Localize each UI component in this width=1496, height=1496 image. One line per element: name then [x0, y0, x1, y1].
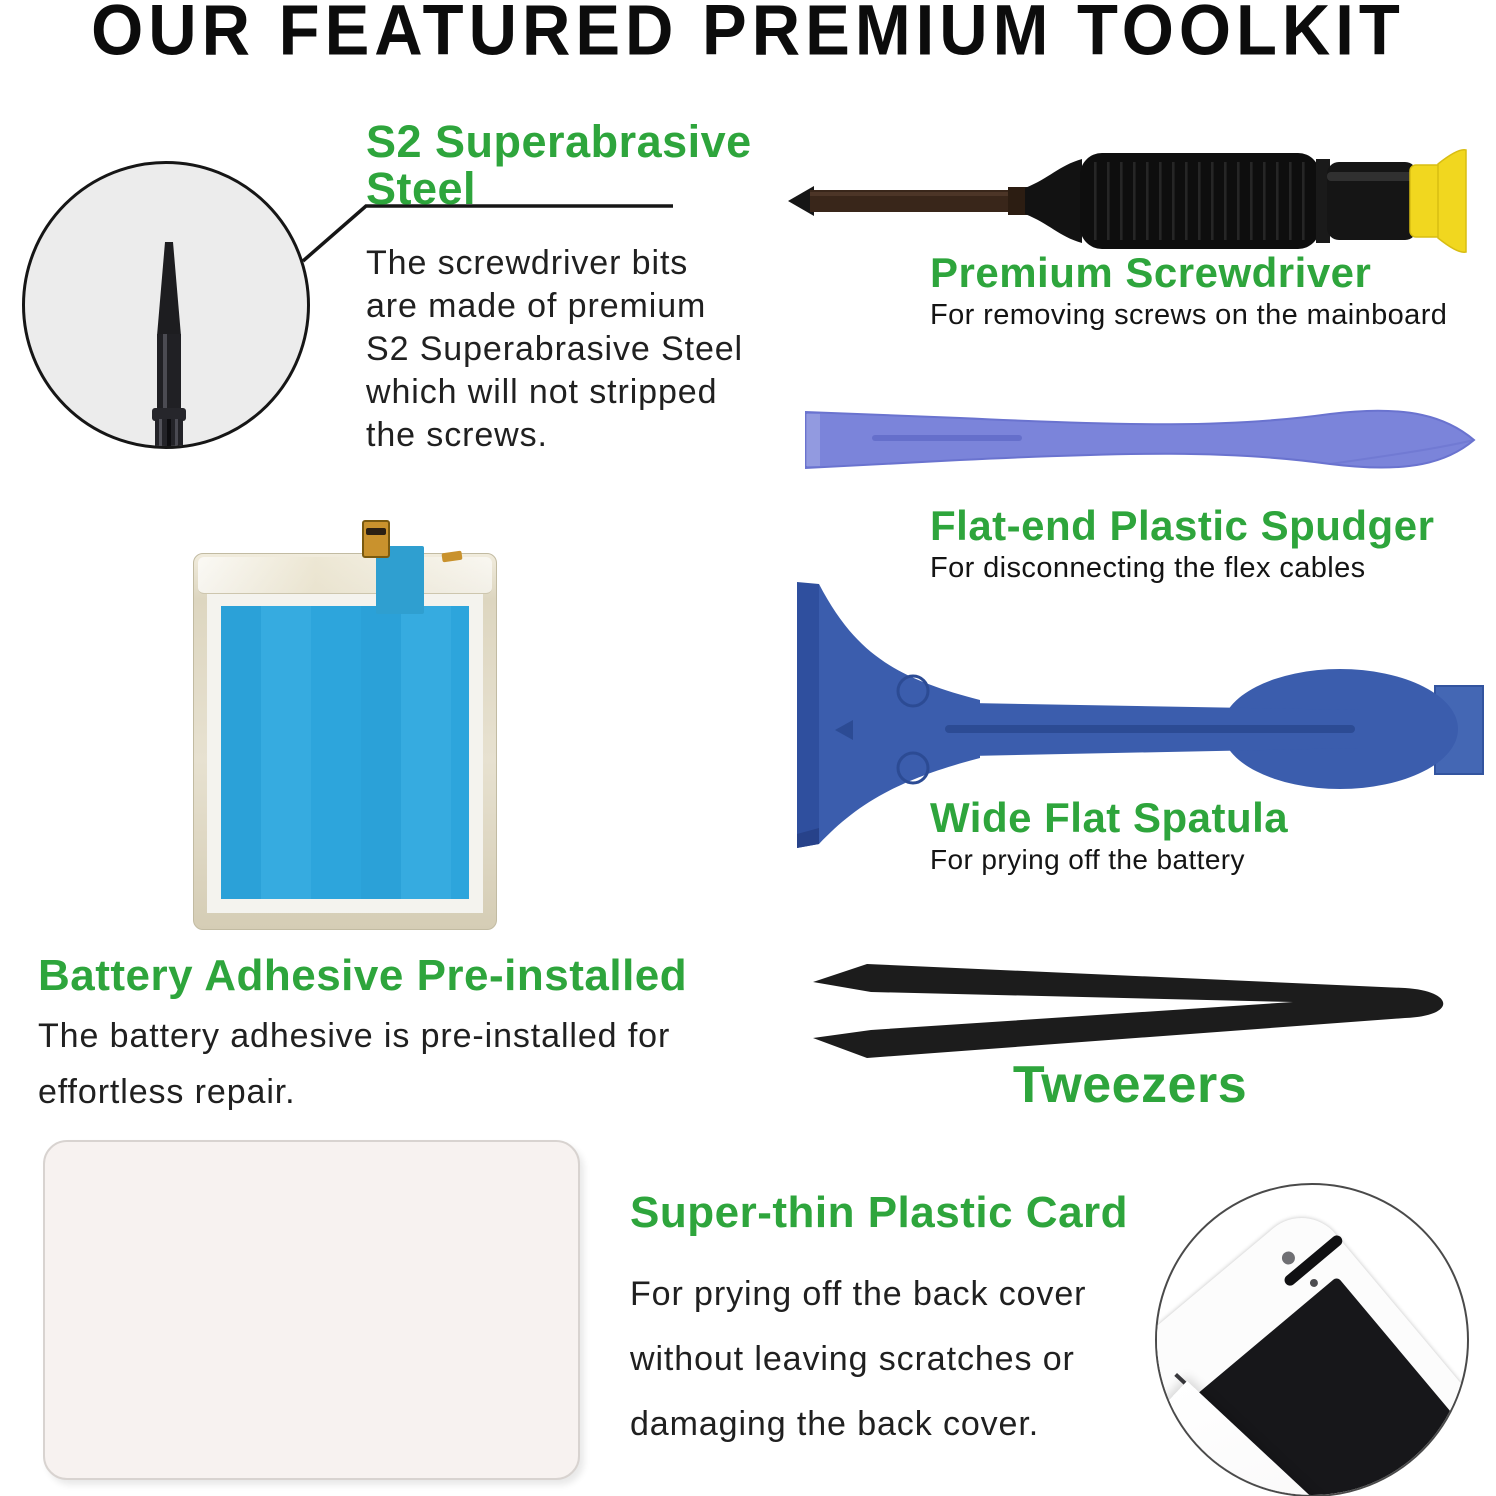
- battery-heading: Battery Adhesive Pre-installed: [38, 951, 688, 1000]
- s2-steel-heading: S2 Superabrasive Steel: [366, 116, 752, 215]
- battery-body-line: effortless repair.: [38, 1073, 296, 1111]
- battery-body: [38, 1008, 670, 1120]
- spatula-heading: Wide Flat Spatula: [930, 794, 1289, 841]
- battery-body-line: The battery adhesive is pre-installed for: [38, 1017, 671, 1055]
- spudger-heading: Flat-end Plastic Spudger: [930, 502, 1435, 549]
- plastic-card-heading: Super-thin Plastic Card: [630, 1188, 1129, 1237]
- screwdriver-subtext: For removing screws on the mainboard: [930, 299, 1448, 331]
- screwdriver-bit-macro-circle: [22, 161, 310, 449]
- plastic-card-graphic: [43, 1140, 580, 1480]
- battery-wrap-strip: [198, 557, 492, 594]
- battery-adhesive-film: [221, 606, 469, 899]
- tweezers-heading: Tweezers: [1012, 1056, 1248, 1114]
- s2-body-line: The screwdriver bits: [366, 244, 689, 282]
- spudger-graphic: [800, 390, 1482, 488]
- phone-sensor-dot: [1308, 1277, 1319, 1288]
- card-body-line: damaging the back cover.: [630, 1405, 1040, 1443]
- battery-graphic: [193, 553, 497, 930]
- plastic-card-body: [630, 1262, 1086, 1457]
- s2-body-line: S2 Superabrasive Steel: [366, 330, 744, 368]
- card-body-line: For prying off the back cover: [630, 1275, 1087, 1313]
- screwdriver-heading: Premium Screwdriver: [930, 249, 1372, 296]
- card-body-line: without leaving scratches or: [630, 1340, 1075, 1378]
- spatula-subtext: For prying off the battery: [930, 844, 1245, 875]
- phone-prying-macro-circle: [1155, 1183, 1469, 1496]
- spudger-subtext: For disconnecting the flex cables: [930, 552, 1366, 584]
- page-title: OUR FEATURED PREMIUM TOOLKIT: [91, 0, 1405, 71]
- s2-body-line: are made of premium: [366, 287, 707, 325]
- battery-flex-connector: [362, 520, 390, 558]
- tweezers-graphic: [805, 958, 1465, 1068]
- s2-body-line: which will not stripped: [366, 373, 718, 411]
- s2-body-line: the screws.: [366, 416, 548, 454]
- s2-steel-body: [366, 242, 743, 457]
- screwdriver-bit-graphic: [25, 164, 310, 449]
- phone-camera-dot: [1279, 1249, 1297, 1267]
